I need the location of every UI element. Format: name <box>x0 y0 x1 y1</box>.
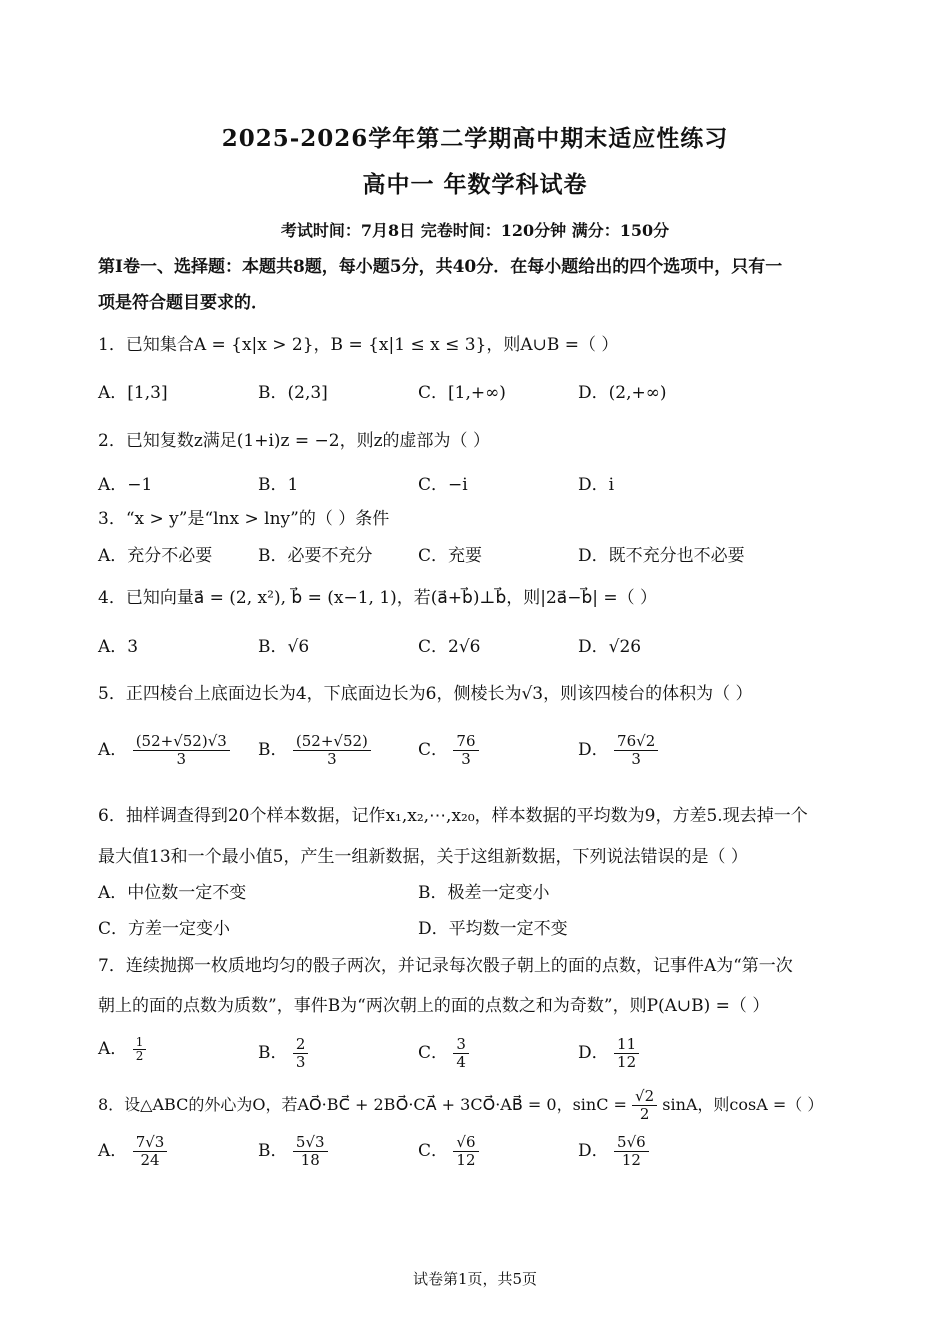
denominator: 2 <box>639 1105 650 1123</box>
question-8-stem-part2: sinA，则cosA =（ ） <box>662 1095 824 1114</box>
option-label: C． <box>418 1043 449 1063</box>
numerator: 1 <box>133 1036 147 1050</box>
numerator: 76√2 <box>614 733 658 751</box>
option-label: B． <box>258 740 288 760</box>
question-8-option-c <box>418 1134 479 1169</box>
denominator: 12 <box>456 1151 476 1169</box>
numerator: 76 <box>453 733 478 751</box>
denominator: 24 <box>140 1151 160 1169</box>
question-8-option-d <box>578 1134 649 1169</box>
denominator: 3 <box>631 750 641 768</box>
exam-title: 2025-2026学年第二学期高中期末适应性练习 <box>221 125 729 152</box>
denominator: 2 <box>135 1049 144 1063</box>
page-footer: 试卷第1页，共5页 <box>412 1270 538 1288</box>
option-label: C． <box>418 740 449 760</box>
question-7-option-b <box>258 1036 308 1071</box>
question-7-stem-line1: 7．连续抛掷一枚质地均匀的骰子两次，并记录每次骰子朝上的面的点数，记事件A为“第一次 <box>98 956 793 976</box>
numerator: 11 <box>614 1036 639 1054</box>
question-7-stem-line2: 朝上的面的点数为质数”，事件B为“两次朝上的面的点数之和为奇数”，则P(A∪B) =（ ） <box>98 996 770 1016</box>
question-5-option-c <box>418 733 479 768</box>
question-4-stem: 4．已知向量a⃗ = (2, x²), b⃗ = (x−1, 1)，若(a⃗+b⃗)⊥b⃗，则|2a⃗−b⃗| =（ ） <box>98 588 658 608</box>
fraction <box>632 1088 657 1123</box>
question-7-option-a <box>98 1036 146 1063</box>
question-3-option-c: C．充要 <box>418 546 483 566</box>
question-6-option-d: D．平均数一定不变 <box>418 919 568 939</box>
denominator: 3 <box>295 1053 306 1071</box>
fraction <box>133 1036 147 1063</box>
question-6-stem-line1: 6．抽样调查得到20个样本数据，记作x₁,x₂,⋯,x₂₀，样本数据的平均数为9，方差5.现去掉一个 <box>98 806 808 826</box>
option-label: D． <box>578 1141 609 1161</box>
question-1-option-d: D．(2,+∞) <box>578 383 667 403</box>
question-3-stem: 3．“x > y”是“lnx > lny”的（ ）条件 <box>98 509 390 529</box>
question-6-option-b: B．极差一定变小 <box>418 883 550 903</box>
fraction <box>293 733 371 768</box>
section-instruction-line2: 项是符合题目要求的． <box>98 293 268 313</box>
question-7-option-c <box>418 1036 469 1071</box>
question-8-stem-part1: 8．设△ABC的外心为O，若AO⃗·BC⃗ + 2BO⃗·CA⃗ + 3CO⃗·AB⃗ = 0，sinC = <box>98 1095 627 1114</box>
question-2-option-d: D．i <box>578 475 615 495</box>
fraction <box>293 1134 328 1169</box>
question-4-option-a: A．3 <box>98 637 139 657</box>
fraction <box>453 1134 478 1169</box>
fraction <box>293 1036 309 1071</box>
question-5-stem: 5．正四棱台上底面边长为4，下底面边长为6，侧棱长为√3，则该四棱台的体积为（ ） <box>98 684 753 704</box>
option-label: D． <box>578 740 609 760</box>
question-4-option-b: B．√6 <box>258 637 310 657</box>
question-6-option-a: A．中位数一定不变 <box>98 883 247 903</box>
question-2-option-a: A．−1 <box>98 475 153 495</box>
numerator: √2 <box>632 1088 657 1106</box>
question-2-stem: 2．已知复数z满足(1+i)z = −2，则z的虚部为（ ） <box>98 431 490 451</box>
numerator: 7√3 <box>133 1134 168 1152</box>
numerator: 5√6 <box>614 1134 649 1152</box>
fraction <box>614 1134 649 1169</box>
question-5-option-d <box>578 733 658 768</box>
denominator: 3 <box>461 750 471 768</box>
question-1-stem: 1．已知集合A = {x|x > 2}，B = {x|1 ≤ x ≤ 3}，则A∪B =（ ） <box>98 335 619 355</box>
question-8-option-a <box>98 1134 167 1169</box>
denominator: 18 <box>300 1151 320 1169</box>
question-6-option-c: C．方差一定变小 <box>98 919 231 939</box>
option-label: B． <box>258 1141 288 1161</box>
question-7-option-d <box>578 1036 639 1071</box>
denominator: 3 <box>327 750 337 768</box>
denominator: 12 <box>621 1151 641 1169</box>
question-4-option-c: C．2√6 <box>418 637 481 657</box>
numerator: (52+√52) <box>293 733 371 751</box>
question-4-option-d: D．√26 <box>578 637 642 657</box>
fraction <box>453 1036 469 1071</box>
question-8-stem <box>98 1088 823 1123</box>
exam-subtitle: 高中一 年数学科试卷 <box>362 171 588 198</box>
denominator: 4 <box>456 1053 466 1071</box>
option-label: A． <box>98 1141 128 1161</box>
question-1-option-c: C．[1,+∞) <box>418 383 506 403</box>
question-3-option-d: D．既不充分也不必要 <box>578 546 745 566</box>
denominator: 12 <box>617 1053 637 1071</box>
question-3-option-b: B．必要不充分 <box>258 546 373 566</box>
option-label: A． <box>98 1039 128 1059</box>
numerator: √6 <box>453 1134 478 1152</box>
numerator: 5√3 <box>293 1134 328 1152</box>
fraction <box>133 1134 168 1169</box>
question-5-option-a <box>98 733 230 768</box>
question-6-stem-line2: 最大值13和一个最小值5，产生一组新数据，关于这组新数据，下列说法错误的是（ ） <box>98 847 748 867</box>
exam-info: 考试时间：7月8日 完卷时间：120分钟 满分：150分 <box>280 221 670 240</box>
option-label: B． <box>258 1043 288 1063</box>
fraction <box>614 733 658 768</box>
question-2-option-b: B．1 <box>258 475 299 495</box>
question-2-option-c: C．−i <box>418 475 468 495</box>
option-label: C． <box>418 1141 449 1161</box>
fraction <box>614 1036 639 1071</box>
numerator: 2 <box>293 1036 309 1054</box>
question-5-option-b <box>258 733 371 768</box>
fraction <box>133 733 230 768</box>
denominator: 3 <box>176 750 187 768</box>
question-1-option-b: B．(2,3] <box>258 383 328 403</box>
question-8-option-b <box>258 1134 328 1169</box>
question-1-option-a: A．[1,3] <box>98 383 168 403</box>
option-label: D． <box>578 1043 609 1063</box>
section-instruction-line1: 第Ⅰ卷一、选择题：本题共8题，每小题5分，共40分．在每小题给出的四个选项中，只有一 <box>98 257 783 277</box>
numerator: 3 <box>453 1036 469 1054</box>
numerator: (52+√52)√3 <box>133 733 230 751</box>
option-label: A． <box>98 740 128 760</box>
fraction <box>453 733 478 768</box>
question-3-option-a: A．充分不必要 <box>98 546 213 566</box>
